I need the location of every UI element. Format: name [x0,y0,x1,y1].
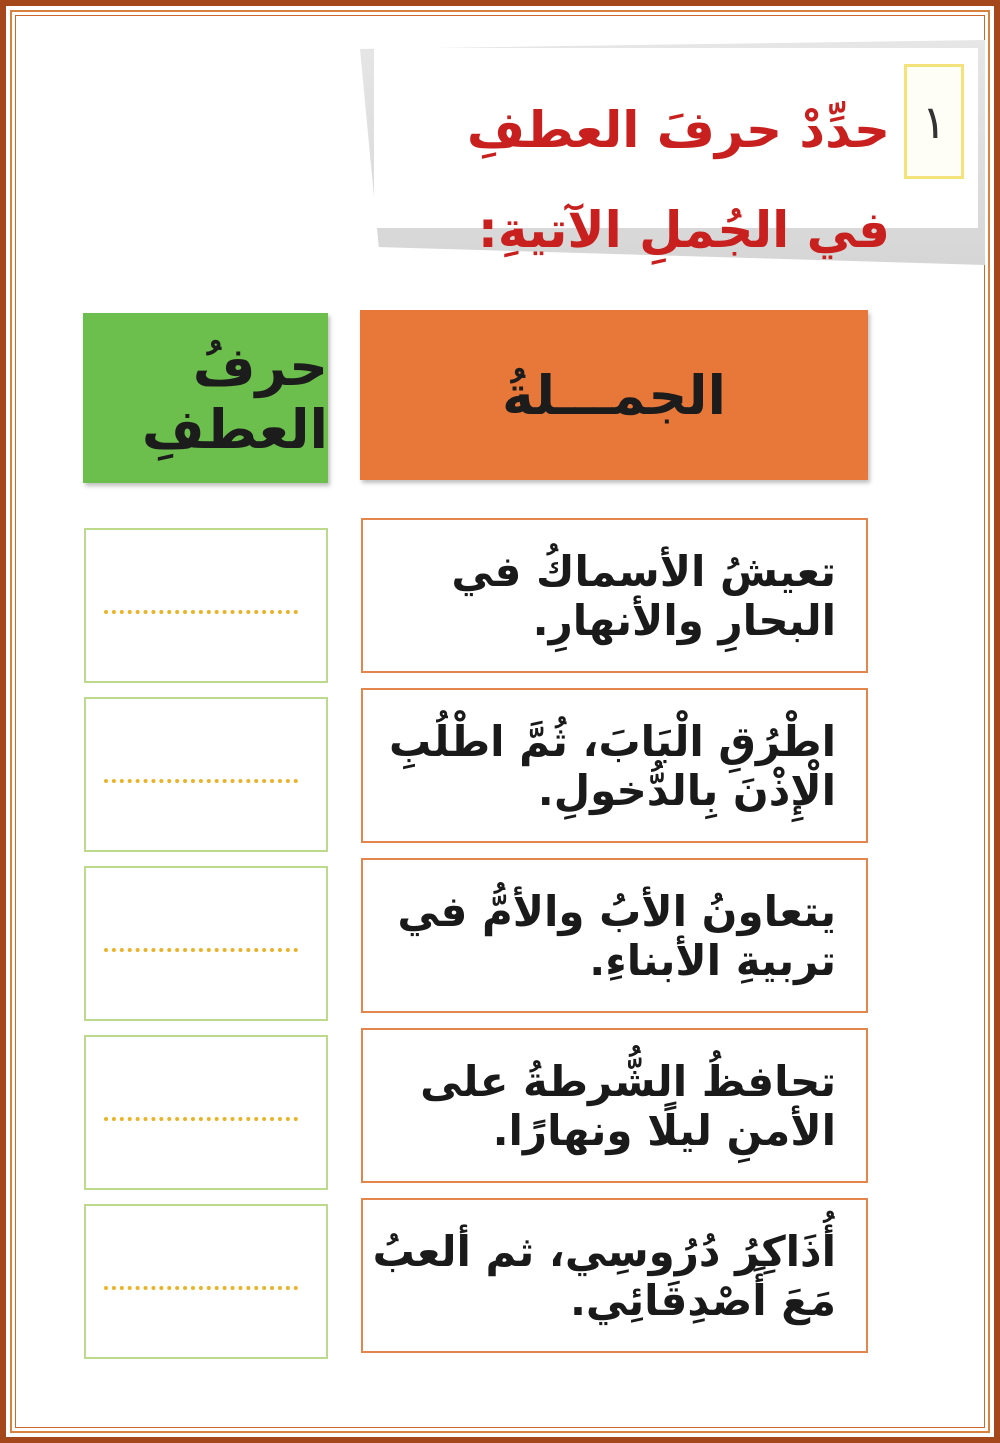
sentence-cell-5: أُذَاكِرُ دُرُوسِي، ثم ألعبُ مَعَ أَصْدِقَائِي. [361,1198,868,1353]
answer-field-4[interactable] [84,1035,328,1190]
answer-dotted-line [104,767,298,783]
answer-field-5[interactable] [84,1204,328,1359]
question-title: حدِّدْ حرفَ العطفِ في الجُملِ الآتيةِ: [467,101,890,259]
conjunction-column-header: حرفُ العطفِ [83,313,328,483]
sentence-cell-1: تعيشُ الأسماكُ في البحارِ والأنهارِ. [361,518,868,673]
answer-dotted-line [104,1105,298,1121]
answer-dotted-line [104,598,298,614]
sentence-cell-3: يتعاونُ الأبُ والأمُّ في تربيةِ الأبناءِ. [361,858,868,1013]
answer-field-3[interactable] [84,866,328,1021]
sentence-cell-2: اطْرُقِ الْبَابَ، ثُمَّ اطْلُبِ الْإِذْنَ بِالدُّخولِ. [361,688,868,843]
sentence-cell-4: تحافظُ الشُّرطةُ على الأمنِ ليلًا ونهارًا. [361,1028,868,1183]
question-number: ١ [904,64,964,179]
answer-field-1[interactable] [84,528,328,683]
answer-dotted-line [104,1274,298,1290]
sentence-column-header: الجمـــلةُ [360,310,868,480]
answer-dotted-line [104,936,298,952]
answer-field-2[interactable] [84,697,328,852]
